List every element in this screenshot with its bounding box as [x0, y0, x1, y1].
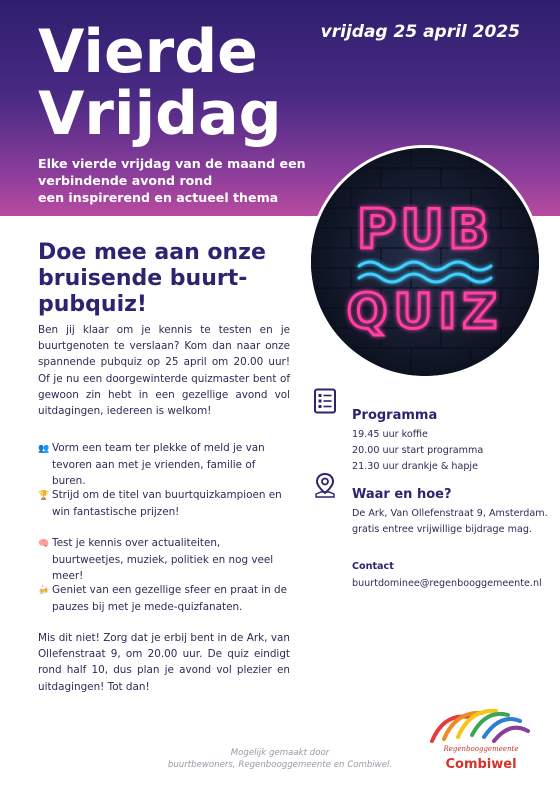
bullet-text: Vorm een team ter plekke of meld je van tevoren aan met je vrienden, familie of buren. — [52, 442, 265, 488]
bullet-text: Geniet van een gezellige sfeer en praat in de pauzes bij met je mede-quizfanaten. — [52, 584, 288, 614]
heading-line: bruisende buurt- — [38, 266, 248, 291]
intro-paragraph: Ben jij klaar om je kennis te testen en je buurtgenoten te verslaan? Kom dan naar onze spannende pubquiz op 25 april om 20.00 uur! Of je nu een doorgewinterde quizmaster bent of gewoon zin hebt in een gezellige avond vol uitdagingen, iedereen is welkom! — [38, 324, 290, 418]
contact-email[interactable]: buurtdominee@regenbooggemeente.nl — [352, 578, 542, 589]
beer-icon: 🍻 — [38, 586, 50, 596]
brain-icon: 🧠 — [38, 539, 50, 549]
brick-wall-image — [311, 148, 539, 376]
footer-credits — [150, 747, 410, 771]
logo-org-name: Regenbooggemeente — [443, 745, 519, 753]
bullet-item — [38, 440, 290, 490]
subtitle-line: een inspirerend en actueel thema — [38, 190, 279, 205]
bullet-item — [38, 487, 290, 520]
programma-line: 19.45 uur koffie — [352, 429, 428, 440]
outro-paragraph: Mis dit niet! Zorg dat je erbij bent in de Ark, van Ollefenstraat 9, om 20.00 uur. De quiz eindigt rond half 10, dus plan je avond vol plezier en uitdagingen! Tot dan! — [38, 632, 290, 693]
bullet-item — [38, 582, 290, 615]
subtitle-line: Elke vierde vrijdag van de maand een — [38, 156, 306, 171]
event-date: vrijdag 25 april 2025 — [320, 22, 520, 42]
programma-line: 21.30 uur drankje & hapje — [352, 461, 478, 472]
location-line: De Ark, Van Ollefenstraat 9, Amsterdam. — [352, 508, 548, 519]
bullet-text: Strijd om de titel van buurtquizkampioen en win fantastische prijzen! — [52, 489, 282, 519]
location-pin-icon — [313, 472, 337, 498]
heading-line: pubquiz! — [38, 292, 147, 317]
title-line-2: Vrijdag — [38, 79, 282, 149]
trophy-icon: 🏆 — [38, 491, 50, 501]
subtitle — [38, 155, 338, 206]
location-line: gratis entree vrijwillige bijdrage mag. — [352, 524, 532, 535]
rainbow-brushstroke-icon — [424, 703, 534, 747]
main-heading — [38, 240, 288, 318]
checklist-icon — [313, 388, 337, 414]
programma-title: Programma — [352, 408, 438, 423]
logo-brand-name: Combiwel — [445, 757, 517, 772]
bullet-text: Test je kennis over actualiteiten, buurtweetjes, muziek, politiek en nog veel meer! — [52, 537, 274, 583]
footer-line: buurtbewoners, Regenbooggemeente en Combiwel. — [167, 760, 393, 770]
pub-quiz-badge — [311, 148, 539, 376]
contact-title: Contact — [352, 561, 394, 572]
heading-line: Doe mee aan onze — [38, 240, 266, 265]
title-line-1: Vierde — [38, 17, 258, 87]
subtitle-line: verbindende avond rond — [38, 173, 213, 188]
programma-line: 20.00 uur start programma — [352, 445, 484, 456]
bullet-item — [38, 535, 290, 585]
people-icon: 👥 — [38, 444, 50, 454]
neon-quiz-text: QUIZ — [346, 284, 504, 340]
footer-line: Mogelijk gemaakt door — [230, 748, 330, 758]
location-title: Waar en hoe? — [352, 487, 452, 502]
neon-pub-text: PUB — [356, 198, 494, 261]
